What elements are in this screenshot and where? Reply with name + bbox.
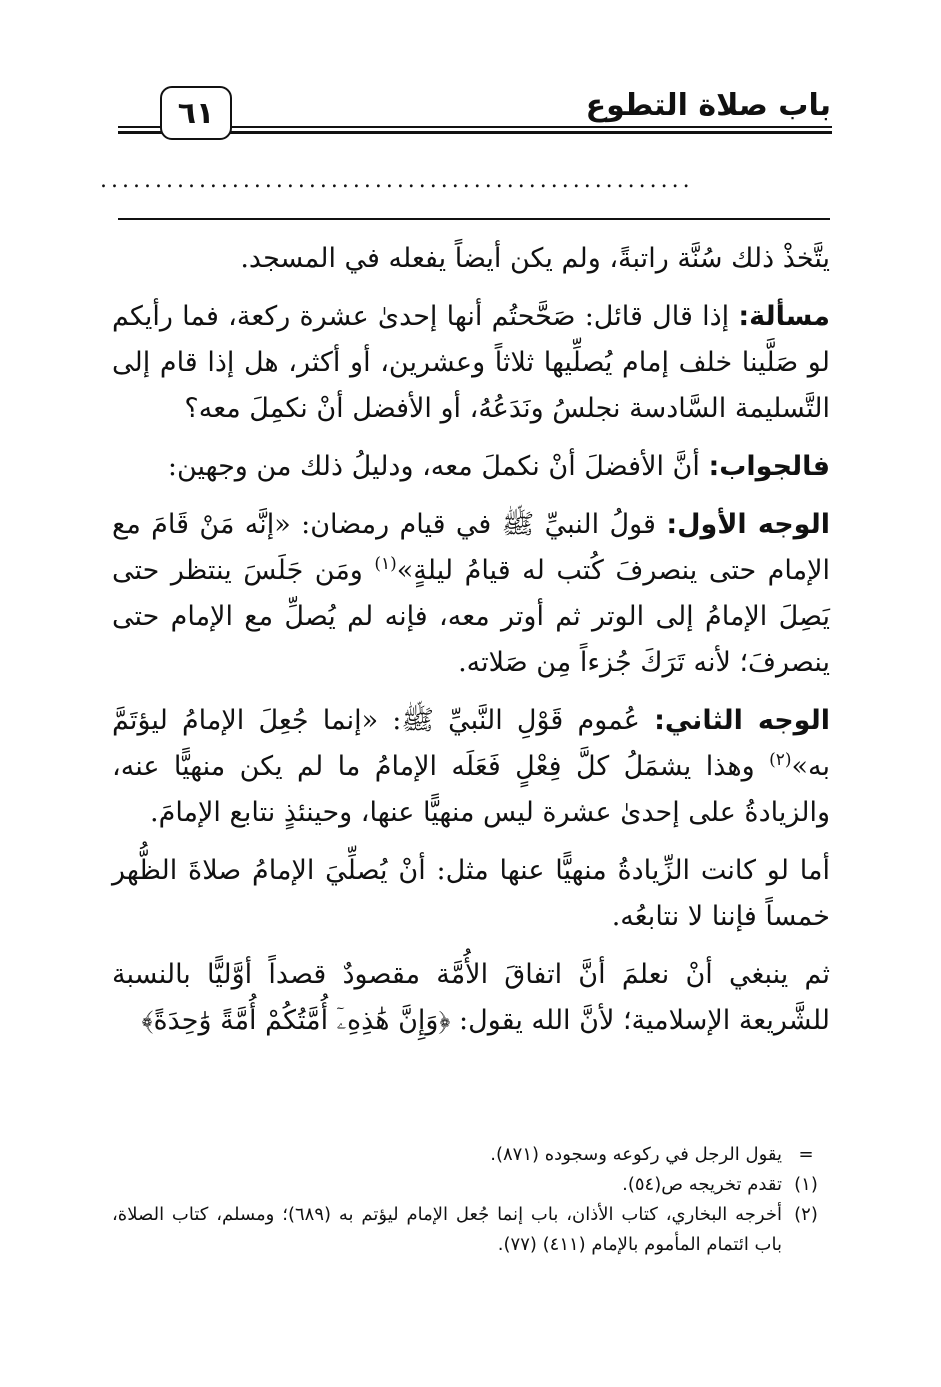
first-aspect-text-b: ومَن جَلَسَ ينتظر حتى يَصِلَ الإمامُ إلى الوتر ثم أوتر معه، فإنه لم يُصلِّ مع الإمام حتى ينصرفَ؛ لأنه تَرَكَ جُزءاً مِن صَلاته. bbox=[112, 555, 830, 678]
paragraph-answer bbox=[112, 444, 830, 490]
header-rule-left bbox=[118, 126, 162, 128]
answer-text: أنَّ الأفضلَ أنْ نكملَ معه، ودليلُ ذلك من وجهين: bbox=[167, 451, 709, 482]
header-rule-left-2 bbox=[118, 131, 162, 134]
paragraph-second-aspect bbox=[112, 698, 830, 836]
footnote-ref-2: (٢) bbox=[769, 750, 792, 770]
footnote-1 bbox=[112, 1170, 830, 1200]
question-lead: مسألة: bbox=[738, 301, 830, 332]
header-rule-right bbox=[230, 126, 832, 128]
footnote-2 bbox=[112, 1200, 830, 1260]
paragraph-first-aspect bbox=[112, 502, 830, 686]
second-aspect-text-b: وهذا يشمَلُ كلَّ فِعْلٍ فَعَلَه الإمامُ ما لم يكن منهيًّا عنه، والزيادةُ على إحدىٰ عشرة ليس منهيًّا عنها، وحينئذٍ نتابع الإمامَ. bbox=[112, 751, 830, 828]
footnote-text: أخرجه البخاري، كتاب الأذان، باب إنما جُعل الإمام ليؤتم به (٦٨٩)؛ ومسلم، كتاب الصلاة، باب ائتمام المأموم بالإمام (٤١١) (٧٧). bbox=[112, 1204, 782, 1255]
question-text: إذا قال قائل: صَحَّحتُم أنها إحدىٰ عشرة ركعة، فما رأيكم لو صَلَّينا خلف إمام يُصلِّيها ثلاثاً وعشرين، أو أكثر، هل إذا قام إلى التَّسليمة السَّادسة نجلسُ ونَدَعُهُ، أو الأفضل أنْ نكمِلَ معه؟ bbox=[112, 301, 830, 424]
dotted-separator: ...................................................... bbox=[100, 168, 694, 193]
paragraph-6: ثم ينبغي أنْ نعلمَ أنَّ اتفاقَ الأُمَّة مقصودٌ قصداً أوَّليًّا بالنسبة للشَّريعة الإسلامية؛ لأنَّ الله يقول: ﴿وَإِنَّ هَٰذِهِۦٓ أُمَّتُكُمْ أُمَّةً وَٰحِدَةً﴾ bbox=[112, 959, 830, 1036]
second-aspect-text-a: عُموم قَوْلِ النَّبيِّ ﷺ: «إنما جُعِلَ الإمامُ ليؤتَمَّ به» bbox=[112, 705, 830, 782]
paragraph-question bbox=[112, 294, 830, 432]
footnote-mark: (٢) bbox=[794, 1204, 818, 1225]
footnote-ref-1: (١) bbox=[374, 554, 397, 574]
top-separator bbox=[118, 218, 830, 220]
footnote-text: تقدم تخريجه ص(٥٤). bbox=[622, 1174, 782, 1195]
footnote-mark: = bbox=[798, 1144, 814, 1165]
page-number-text: ٦١ bbox=[177, 95, 215, 131]
page-number bbox=[160, 86, 232, 140]
header-rule-right-2 bbox=[230, 131, 832, 134]
first-aspect-lead: الوجه الأول: bbox=[666, 509, 831, 540]
paragraph-5: أما لو كانت الزِّيادةُ منهيًّا عنها مثل: أنْ يُصلِّيَ الإمامُ صلاةَ الظُّهر خمساً فإننا لا نتابعُه. bbox=[112, 855, 830, 932]
first-aspect-text-a: قولُ النبيِّ ﷺ في قيام رمضان: «إنَّه مَنْ قَامَ مع الإمام حتى ينصرفَ كُتب له قيامُ ليلةٍ» bbox=[112, 509, 830, 586]
second-aspect-lead: الوجه الثاني: bbox=[654, 705, 831, 736]
footnotes bbox=[112, 1140, 830, 1260]
chapter-title: باب صلاة التطوع bbox=[585, 88, 831, 123]
answer-lead: فالجواب: bbox=[708, 451, 830, 482]
body-text bbox=[112, 236, 830, 1056]
paragraph-0: يتَّخذْ ذلك سُنَّة راتبةً، ولم يكن أيضاً يفعله في المسجد. bbox=[240, 243, 830, 274]
footnote-text: يقول الرجل في ركوعه وسجوده (٨٧١). bbox=[490, 1144, 782, 1165]
footnote-mark: (١) bbox=[794, 1174, 818, 1195]
footnote-continued bbox=[112, 1140, 830, 1170]
